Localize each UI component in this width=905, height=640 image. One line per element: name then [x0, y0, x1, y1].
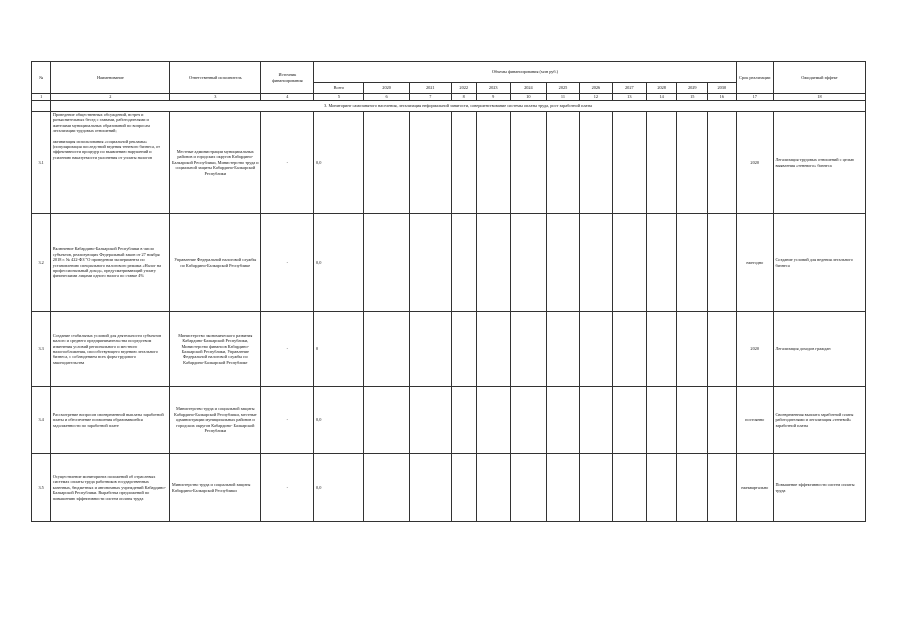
deadline: 2020	[736, 112, 773, 214]
column-number: 11	[547, 94, 580, 101]
measure-name: Осуществление мониторинга положений об отраслевых системах оплаты труда работников государственных казенных, бюджетных и автономных учреждений Кабардино-Балкарской Республики. Выработка предложений по повышению эффективности систем оплаты труда	[51, 454, 170, 522]
measure-name: Создание стабильных условий для деятельности субъектов малого и среднего предпринимательства посредством изменения условий регионального и местного налогообложения, способствующего ведению легального бизнеса, с соблюдением всех форм трудового законодательства	[51, 312, 170, 387]
col-header-source: Источник финансирования	[261, 62, 314, 94]
row-number: 3.2	[32, 214, 51, 312]
executor: Министерство труда и социальной защиты Кабардино-Балкарской Республики, местные администрации муниципальных районов и городских округов Кабардино- Балкарской Республики	[170, 387, 261, 454]
column-number: 8	[451, 94, 476, 101]
column-number: 3	[170, 94, 261, 101]
measure-name-cell	[51, 112, 170, 214]
measure-name: Включение Кабардино-Балкарской Республики в число субъектов, реализующих Федеральный закон от 27 ноября 2018 г. № 422-ФЗ "О проведении эксперимента по установлению специального налогового режима «Налог на профессиональный доход», предусматривающий уплату физическими лицами одного налога по ставке 4%	[51, 214, 170, 312]
column-number: 10	[510, 94, 546, 101]
total: 0,0	[314, 112, 364, 214]
section-title: 3. Мониторинг самозанятого населения, легализация неформальной занятости, совершенствование системы оплаты труда, рост заработной платы	[51, 101, 866, 112]
executor: Управление Федеральной налоговой службы по Кабардино-Балкарской Республике	[170, 214, 261, 312]
column-number: 2	[51, 94, 170, 101]
row-number: 3.3	[32, 312, 51, 387]
total: 0,0	[314, 214, 364, 312]
year-header: 2023	[476, 83, 510, 94]
source: -	[261, 454, 314, 522]
column-number-row	[32, 94, 866, 101]
row-number: 3.1	[32, 112, 51, 214]
row-number: 3.4	[32, 387, 51, 454]
year-header: 2029	[677, 83, 708, 94]
col-header-effect: Ожидаемый эффект	[773, 62, 865, 94]
measure-name: Проведение общественных обсуждений, встреч и разъяснительных бесед с главами, работодателями и жителями муниципальных образований по вопросам легализации трудовых отношений;	[52, 112, 150, 134]
year-header: 2025	[547, 83, 580, 94]
total: 0,0	[314, 387, 364, 454]
year-header: 2024	[510, 83, 546, 94]
section-row	[32, 101, 866, 112]
executor: Местные администрации муниципальных районов и городских округов Кабардино-Балкарской Республики, Министерство труда и социальной защиты Кабардино-Балкарской Республики	[170, 112, 261, 214]
year-header: Всего	[314, 83, 364, 94]
column-number: 9	[476, 94, 510, 101]
column-number: 15	[677, 94, 708, 101]
expected-effect: Повышение эффективности систем оплаты труда	[773, 454, 865, 522]
table-row	[32, 454, 866, 522]
total: 0	[314, 312, 364, 387]
table-row	[32, 387, 866, 454]
table-row	[32, 312, 866, 387]
deadline: ежегодно	[736, 214, 773, 312]
source: -	[261, 112, 314, 214]
expected-effect: Легализация трудовых отношений с целью выявления «теневого» бизнеса	[773, 112, 865, 214]
year-header: 2028	[646, 83, 677, 94]
year-header: 2030	[708, 83, 736, 94]
col-header-volumes: Объемы финансирования (млн руб.)	[314, 62, 736, 83]
column-number: 18	[773, 94, 865, 101]
deadline: постоянно	[736, 387, 773, 454]
year-header: 2022	[451, 83, 476, 94]
table-row	[32, 214, 866, 312]
table-row	[32, 112, 866, 214]
col-header-deadline: Срок реализации	[736, 62, 773, 94]
measure-name: активизация использования «социальной рекламы» (популяризация последствий ведения теневого бизнеса, от эффективности процедур по выявлению нарушений и усилению наказуемости уклонения от уплаты налогов	[52, 138, 160, 160]
column-number: 4	[261, 94, 314, 101]
col-header-name: Наименование	[51, 62, 170, 94]
column-number: 5	[314, 94, 364, 101]
col-header-num: №	[32, 62, 51, 94]
column-number: 1	[32, 94, 51, 101]
measure-name: Рассмотрение вопросов своевременной выплаты заработной платы и обеспечение погашения образовавшейся задолженности по заработной плате	[51, 387, 170, 454]
total: 0,0	[314, 454, 364, 522]
executor: Министерство экономического развития Кабардино-Балкарской Республики, Министерство финансов Кабардино-Балкарской Республики, Управление Федеральной налоговой службы по Кабардино-Балкарской Республике	[170, 312, 261, 387]
header-row-1	[32, 62, 866, 83]
expected-effect: Своевременная выплата заработной платы работодателями и легализация «теневой» заработной платы	[773, 387, 865, 454]
executor: Министерство труда и социальной защиты Кабардино-Балкарской Республики	[170, 454, 261, 522]
expected-effect: Легализация доходов граждан	[773, 312, 865, 387]
column-number: 12	[579, 94, 612, 101]
deadline: 2020	[736, 312, 773, 387]
source: -	[261, 214, 314, 312]
source: -	[261, 387, 314, 454]
column-number: 16	[708, 94, 736, 101]
year-header: 2021	[409, 83, 451, 94]
column-number: 13	[612, 94, 646, 101]
row-number: 3.5	[32, 454, 51, 522]
year-header: 2027	[612, 83, 646, 94]
col-header-executor: Ответственный исполнитель	[170, 62, 261, 94]
column-number: 14	[646, 94, 677, 101]
expected-effect: Создание условий для ведения легального бизнеса	[773, 214, 865, 312]
year-header: 2020	[364, 83, 409, 94]
column-number: 17	[736, 94, 773, 101]
source: -	[261, 312, 314, 387]
column-number: 6	[364, 94, 409, 101]
year-header: 2026	[579, 83, 612, 94]
column-number: 7	[409, 94, 451, 101]
financing-table	[31, 61, 866, 522]
deadline: ежеквартально	[736, 454, 773, 522]
